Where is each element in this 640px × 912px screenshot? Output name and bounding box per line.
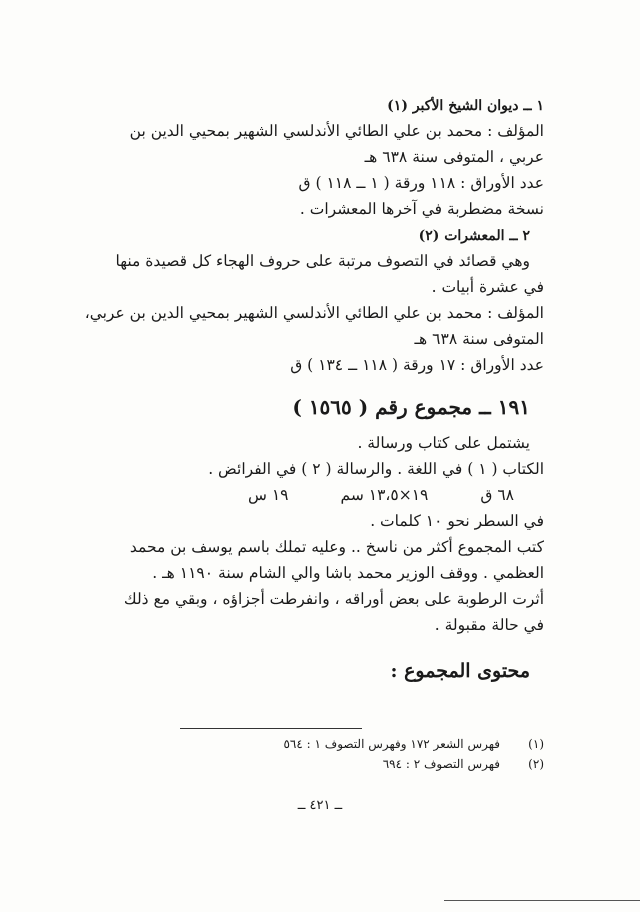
entry-1-heading: ١ ــ ديوان الشيخ الأكبر (١)	[387, 98, 544, 114]
entry-2-desc-line-1: وهي قصائد في التصوف مرتبة على حروف الهجاء كل قصيدة منها	[115, 252, 530, 270]
document-body	[84, 92, 544, 692]
collection-copyist-line-1: كتب المجموع أكثر من ناسخ .. وعليه تملك باسم يوسف بن محمد	[129, 538, 544, 556]
footnotes	[120, 734, 544, 774]
footnote-1	[120, 734, 544, 754]
footnote-1-text: فهرس الشعر ١٧٢ وفهرس التصوف ١ : ٥٦٤	[283, 737, 500, 751]
entry-2-heading: ٢ ــ المعشرات (٢)	[418, 228, 530, 244]
footnote-divider	[180, 728, 362, 729]
entry-2-folios: عدد الأوراق : ١٧ ورقة ( ١١٨ ــ ١٣٤ ) ق	[290, 356, 544, 374]
footnote-2-number: (٢)	[528, 757, 544, 771]
collection-condition-line-1: أثرت الرطوبة على بعض أوراقه ، وانفرطت أجزاؤه ، وبقي مع ذلك	[123, 590, 544, 608]
collection-heading: ١٩١ ــ مجموع رقم ( ١٥٦٥ )	[292, 395, 530, 419]
footnote-2-text: فهرس التصوف ٢ : ٦٩٤	[382, 757, 500, 771]
contents-heading: محتوى المجموع :	[390, 660, 530, 682]
collection-dimensions	[96, 482, 544, 508]
entry-1-folios: عدد الأوراق : ١١٨ ورقة ( ١ ــ ١١٨ ) ق	[298, 174, 544, 192]
entry-1-author-line-2: عربي ، المتوفى سنة ٦٣٨ هـ	[364, 148, 544, 166]
page-number: ــ ٤٢١ ــ	[297, 798, 343, 813]
collection-words-per-line: في السطر نحو ١٠ كلمات .	[370, 512, 544, 530]
entry-2-author-line-2: المتوفى سنة ٦٣٨ هـ	[414, 330, 544, 348]
footnote-2	[120, 754, 544, 774]
entry-2-desc-line-2: في عشرة أبيات .	[431, 278, 544, 296]
collection-contains: يشتمل على كتاب ورسالة .	[357, 434, 530, 452]
footnote-1-number: (١)	[528, 737, 544, 751]
collection-copyist-line-2: العظمي . ووقف الوزير محمد باشا والي الشام سنة ١١٩٠ هـ .	[152, 564, 544, 582]
entry-2-author-line-1: المؤلف : محمد بن علي الطائي الأندلسي الشهير بمحيي الدين بن عربي،	[84, 304, 544, 322]
collection-condition-line-2: في حالة مقبولة .	[434, 616, 544, 634]
dims-leaves: ٦٨ ق	[480, 486, 514, 504]
dims-size: ١٩×١٣،٥ سم	[340, 486, 429, 504]
scan-edge-line	[444, 900, 640, 901]
entry-1-author-line-1: المؤلف : محمد بن علي الطائي الأندلسي الشهير بمحيي الدين بن	[129, 122, 544, 140]
dims-lines: ١٩ س	[248, 486, 289, 504]
collection-topics: الكتاب ( ١ ) في اللغة . والرسالة ( ٢ ) في الفرائض .	[208, 460, 544, 478]
entry-1-note: نسخة مضطربة في آخرها المعشرات .	[299, 200, 544, 218]
